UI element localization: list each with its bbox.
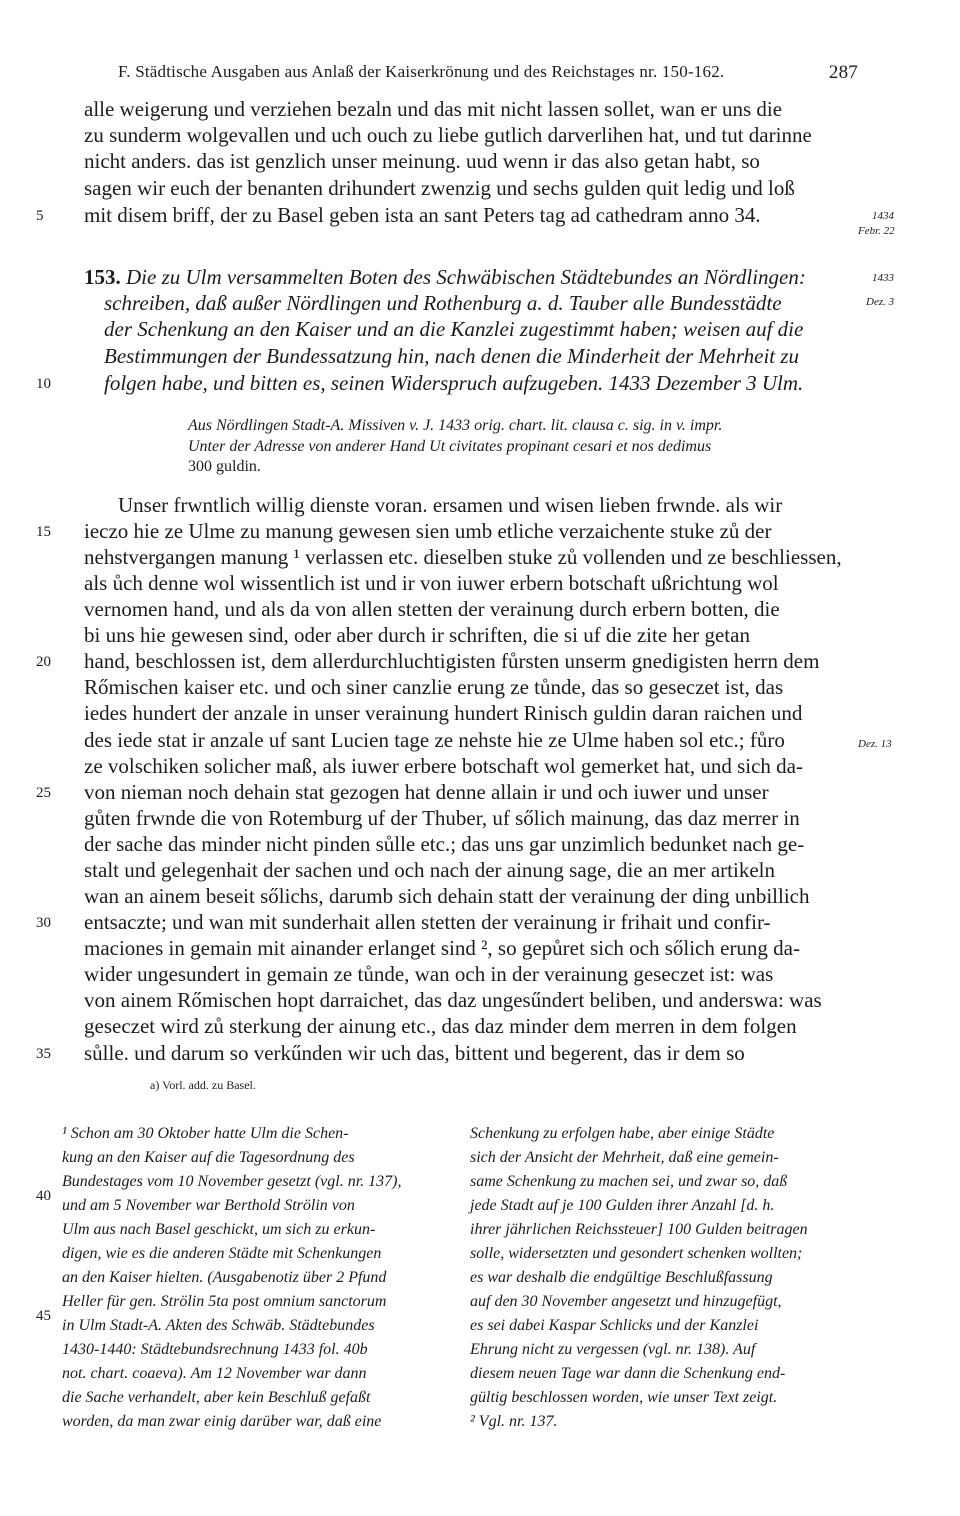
line-number: 5 — [36, 208, 44, 224]
footnotes-right-column — [470, 1122, 808, 1434]
footnote-line: Ulm aus nach Basel geschickt, um sich zu erkun- — [62, 1221, 376, 1238]
page-number: 287 — [828, 62, 858, 83]
text-line: mit disem briff, der zu Basel geben ista an sant Peters tag ad cathedram anno 34. — [84, 203, 761, 227]
margin-date-day: Dez. 3 — [866, 296, 895, 308]
text-line: sagen wir euch der benanten drihundert zwenzig und sechs gulden quit ledig und loß — [84, 176, 795, 200]
body-line: iedes hundert der anzale in unser verainung hundert Rinisch guldin daran raichen und — [84, 701, 803, 725]
body-line: vernomen hand, und als da von allen stetten der verainung durch erbern botten, die — [84, 597, 780, 621]
body-line: bi uns hie gewesen sind, oder aber durch ir schriften, die si uf die zite her getan — [84, 623, 750, 647]
footnote-line: Bundestages vom 10 November gesetzt (vgl. nr. 137), — [62, 1173, 402, 1190]
body-line: gůten frwnde die von Rotemburg uf der Thuber, uf sőlich mainung, das daz merrer in — [84, 806, 800, 830]
footnote-line: und am 5 November war Berthold Strölin von — [62, 1197, 355, 1214]
footnote-line: sich der Ansicht der Mehrheit, daß eine gemein- — [470, 1149, 779, 1166]
margin-date-day: Febr. 22 — [858, 225, 895, 237]
body-line: der sache das minder nicht pinden sůlle etc.; das uns gar unzimlich bedunket nach ge- — [84, 832, 805, 856]
footnote-line: die Sache verhandelt, aber kein Beschluß gefaßt — [62, 1389, 371, 1406]
document-heading-line — [84, 264, 806, 290]
footnote-line: solle, widersetzten und gesondert schenken wollten; — [470, 1245, 803, 1262]
document-heading-line: Bestimmungen der Bundessatzung hin, nach denen die Minderheit der Mehrheit zu — [104, 344, 800, 368]
source-note: Aus Nördlingen Stadt-A. Missiven v. J. 1433 orig. chart. lit. clausa c. sig. in v. impr. — [188, 417, 723, 434]
body-line: geseczet wird zů sterkung der ainung etc., das daz minder dem merren in dem folgen — [84, 1014, 797, 1038]
textual-footnote: a) Vorl. add. zu Basel. — [150, 1078, 256, 1092]
header-title: F. Städtische Ausgaben aus Anlaß der Kaiserkrönung und des Reichstages nr. 150-162. — [118, 62, 725, 81]
body-line: als ůch denne wol wissentlich ist und ir von iuwer erbern botschaft ußrichtung wol — [84, 571, 779, 595]
body-line: maciones in gemain mit ainander erlanget sind ², so gepůret sich och sőlich erung da- — [84, 936, 800, 960]
footnote-line: same Schenkung zu machen sei, und zwar so, daß — [470, 1173, 788, 1190]
body-line: Unser frwntlich willig dienste voran. ersamen und wisen lieben frwnde. als wir — [118, 493, 783, 517]
body-line: Rőmischen kaiser etc. und och siner canzlie erung ze tůnde, das so geseczet ist, das — [84, 675, 784, 699]
document-heading-line: folgen habe, und bitten es, seinen Widerspruch aufzugeben. 1433 Dezember 3 Ulm. — [104, 371, 804, 395]
source-note: 300 guldin. — [188, 458, 261, 475]
footnotes-left-column — [62, 1122, 402, 1434]
line-number: 15 — [36, 524, 51, 540]
margin-date-year: 1433 — [872, 272, 894, 284]
body-line: stalt und gelegenhait der sachen und och nach der ainung sage, die an mer artikeln — [84, 858, 775, 882]
body-line: wan an ainem beseit sőlichs, darumb sich dehain statt der verainung der ding unbillich — [84, 884, 810, 908]
footnote-line: diesem neuen Tage war dann die Schenkung end- — [470, 1365, 786, 1382]
document-heading-line: schreiben, daß außer Nördlingen und Rothenburg a. d. Tauber alle Bundesstädte — [104, 291, 782, 315]
body-line: nehstvergangen manung ¹ verlassen etc. dieselben stuke zů vollenden und ze beschliessen, — [84, 545, 842, 569]
footnote-line: auf den 30 November angesetzt und hinzugefügt, — [470, 1293, 782, 1310]
footnote-line: jede Stadt auf je 100 Gulden ihrer Anzahl [d. h. — [470, 1197, 775, 1214]
footnote-line: digen, wie es die anderen Städte mit Schenkungen — [62, 1245, 382, 1262]
heading-text: Die zu Ulm versammelten Boten des Schwäbischen Städtebundes an Nördlingen: — [126, 265, 806, 289]
body-line: ze volschiken solicher maß, als iuwer erbere botschaft wol gemerket hat, und sich da- — [84, 754, 803, 778]
footnote-line: Heller für gen. Strölin 5ta post omnium sanctorum — [62, 1293, 387, 1310]
footnote-line: ¹ Schon am 30 Oktober hatte Ulm die Schen- — [62, 1125, 349, 1142]
footnote-line: ihrer jährlichen Reichssteuer] 100 Gulden beitragen — [470, 1221, 808, 1238]
line-number: 45 — [36, 1308, 51, 1324]
footnote-line: es sei dabei Kaspar Schlicks und der Kanzlei — [470, 1317, 759, 1334]
body-line: von nieman noch dehain stat gezogen hat denne allain ir und och iuwer und unser — [84, 780, 769, 804]
footnote-line: ² Vgl. nr. 137. — [470, 1413, 558, 1430]
footnote-line: in Ulm Stadt-A. Akten des Schwäb. Städtebundes — [62, 1317, 375, 1334]
line-number: 20 — [36, 654, 51, 670]
document-number: 153. — [84, 265, 121, 289]
text-line: nicht anders. das ist genzlich unser meinung. uud wenn ir das also getan habt, so — [84, 149, 760, 173]
body-line: ieczo hie ze Ulme zu manung gewesen sien umb etliche verzaichente stuke zů der — [84, 519, 772, 543]
footnote-line: es war deshalb die endgültige Beschlußfassung — [470, 1269, 773, 1286]
body-line: von ainem Rőmischen hopt darraichet, das daz ungesűndert beliben, und anderswa: was — [84, 988, 822, 1012]
margin-date-year: 1434 — [872, 210, 894, 222]
footnote-line: Ehrung nicht zu vergessen (vgl. nr. 138). Auf — [470, 1341, 756, 1358]
body-line: entsaczte; und wan mit sunderhait allen stetten der verainung ir frihait und confir- — [84, 910, 771, 934]
body-line: des iede stat ir anzale uf sant Lucien tage ze nehste hie ze Ulme haben sol etc.; fůro — [84, 728, 785, 752]
line-number: 40 — [36, 1188, 51, 1204]
footnote-line: 1430-1440: Städtebundsrechnung 1433 fol. 40b — [62, 1341, 368, 1358]
line-number: 35 — [36, 1046, 51, 1062]
body-line: wider ungesundert in gemain ze tůnde, wan och in der verainung geseczet ist: was — [84, 962, 774, 986]
text-line: zu sunderm wolgevallen und uch ouch zu liebe gutlich darverlihen hat, und tut darinne — [84, 123, 812, 147]
margin-date-day: Dez. 13 — [858, 738, 892, 750]
body-line: sůlle. und darum so verkűnden wir uch das, bittent und begerent, das ir dem so — [84, 1041, 745, 1065]
footnote-line: worden, da man zwar einig darüber war, daß eine — [62, 1413, 382, 1430]
source-note: Unter der Adresse von anderer Hand Ut civitates propinant cesari et nos dedimus — [188, 438, 712, 455]
body-line: hand, beschlossen ist, dem allerdurchluchtigisten fůrsten unserm gnedigisten herrn dem — [84, 649, 820, 673]
line-number: 25 — [36, 785, 51, 801]
footnote-line: an den Kaiser hielten. (Ausgabenotiz über 2 Pfund — [62, 1269, 387, 1286]
footnote-line: kung an den Kaiser auf die Tagesordnung des — [62, 1149, 355, 1166]
footnote-line: gültig beschlossen worden, wie unser Text zeigt. — [470, 1389, 778, 1406]
line-number: 10 — [36, 376, 51, 392]
document-heading-line: der Schenkung an den Kaiser und an die Kanzlei zugestimmt haben; weisen auf die — [104, 317, 804, 341]
text-line: alle weigerung und verziehen bezaln und das mit nicht lassen sollet, wan er uns die — [84, 97, 783, 121]
footnote-line: not. chart. coaeva). Am 12 November war dann — [62, 1365, 367, 1382]
footnote-line: Schenkung zu erfolgen habe, aber einige Städte — [470, 1125, 775, 1142]
line-number: 30 — [36, 915, 51, 931]
